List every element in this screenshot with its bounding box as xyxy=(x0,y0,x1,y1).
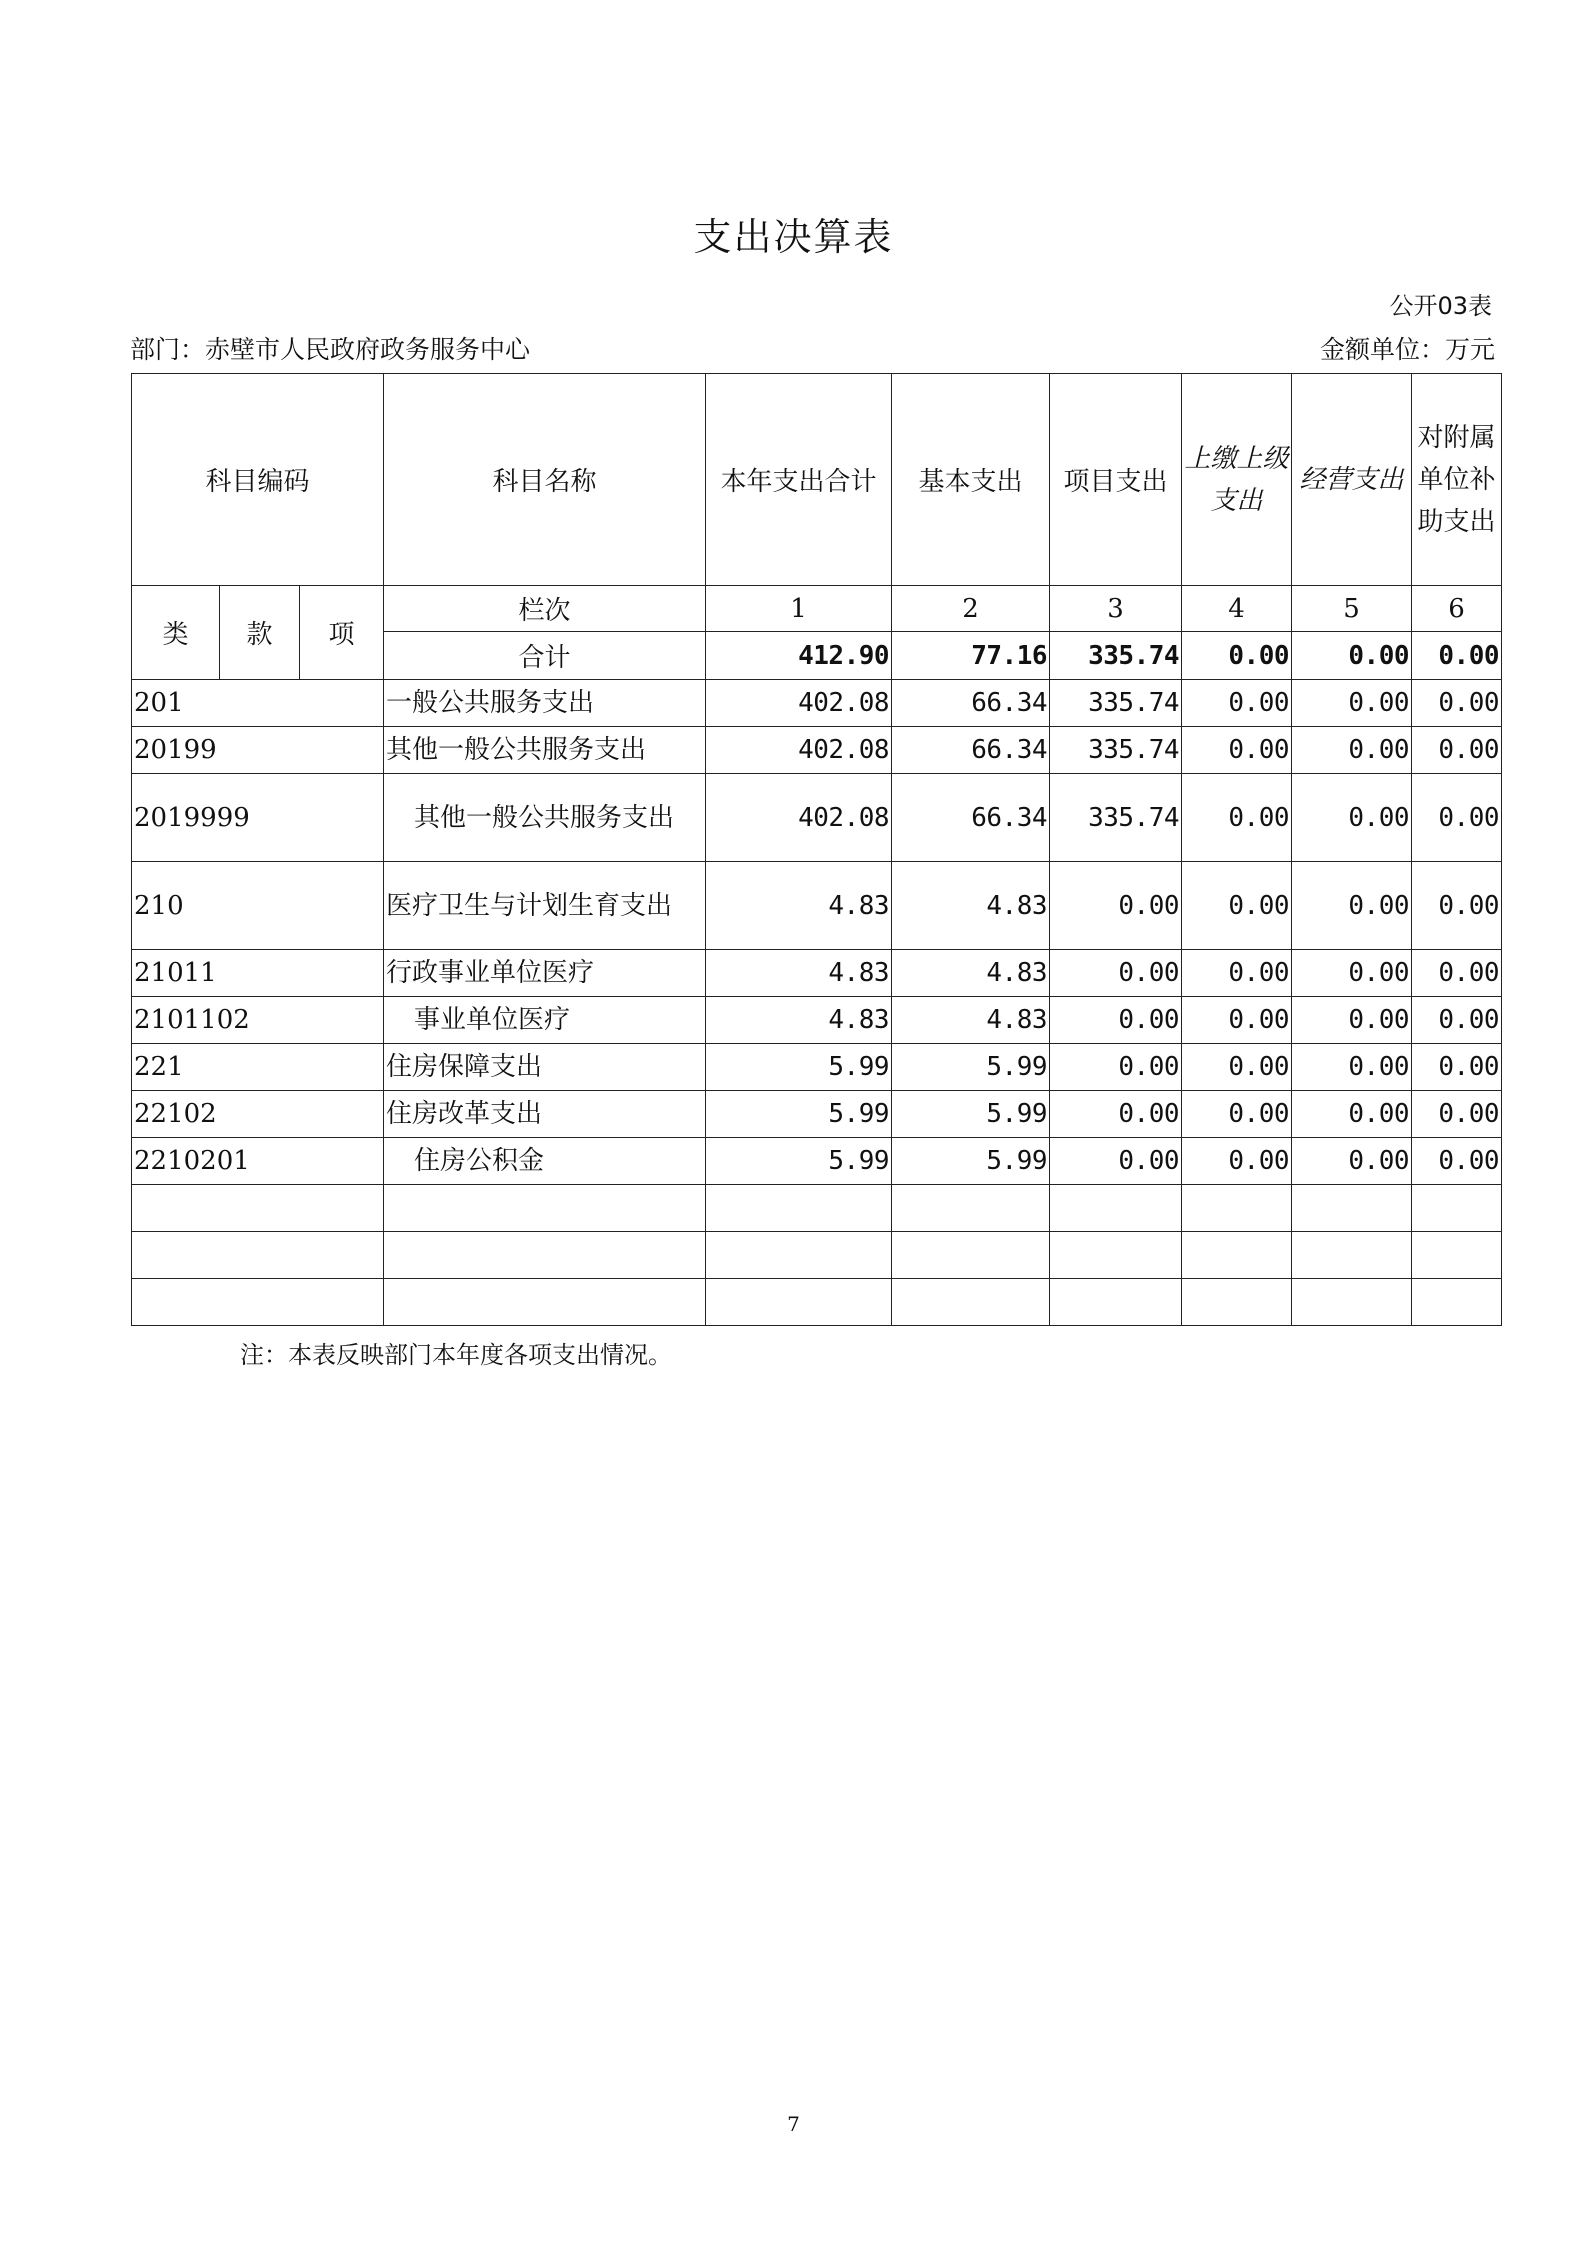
value-cell: 4.83 xyxy=(892,950,1050,997)
value-cell: 4.83 xyxy=(706,950,892,997)
value-cell: 0.00 xyxy=(1182,727,1292,774)
empty-cell xyxy=(892,1185,1050,1232)
total-value: 335.74 xyxy=(1050,632,1182,680)
department-label: 部门：赤壁市人民政府政务服务中心 xyxy=(130,335,531,364)
empty-cell xyxy=(1412,1232,1502,1279)
empty-cell xyxy=(132,1279,384,1326)
form-number: 公开03表 xyxy=(1389,292,1492,320)
value-cell: 0.00 xyxy=(1412,997,1502,1044)
total-value: 0.00 xyxy=(1292,632,1412,680)
value-cell: 0.00 xyxy=(1050,997,1182,1044)
table-row xyxy=(132,1138,1502,1185)
header-business: 经营支出 xyxy=(1292,374,1412,586)
subject-name: 住房保障支出 xyxy=(384,1044,706,1091)
empty-cell xyxy=(706,1232,892,1279)
table-row xyxy=(132,997,1502,1044)
value-cell: 0.00 xyxy=(1182,862,1292,950)
subject-code: 2019999 xyxy=(132,774,384,862)
header-total: 本年支出合计 xyxy=(706,374,892,586)
empty-cell xyxy=(384,1279,706,1326)
header-xiang: 项 xyxy=(300,586,384,680)
empty-cell xyxy=(384,1232,706,1279)
value-cell: 5.99 xyxy=(706,1091,892,1138)
amount-unit-label: 金额单位：万元 xyxy=(1319,335,1495,364)
col-num: 2 xyxy=(892,586,1050,632)
table-row xyxy=(132,1044,1502,1091)
value-cell: 402.08 xyxy=(706,774,892,862)
value-cell: 402.08 xyxy=(706,727,892,774)
empty-cell xyxy=(1050,1279,1182,1326)
subject-name: 住房公积金 xyxy=(384,1138,706,1185)
subject-code: 22102 xyxy=(132,1091,384,1138)
empty-cell xyxy=(1050,1232,1182,1279)
col-num: 6 xyxy=(1412,586,1502,632)
empty-cell xyxy=(1182,1279,1292,1326)
empty-cell xyxy=(1182,1185,1292,1232)
value-cell: 0.00 xyxy=(1412,1044,1502,1091)
value-cell: 0.00 xyxy=(1412,1091,1502,1138)
total-value: 0.00 xyxy=(1182,632,1292,680)
value-cell: 66.34 xyxy=(892,774,1050,862)
header-upper: 上缴上级支出 xyxy=(1182,374,1292,586)
empty-cell xyxy=(384,1185,706,1232)
value-cell: 0.00 xyxy=(1182,950,1292,997)
value-cell: 335.74 xyxy=(1050,680,1182,727)
total-value: 412.90 xyxy=(706,632,892,680)
value-cell: 5.99 xyxy=(892,1044,1050,1091)
value-cell: 0.00 xyxy=(1292,1044,1412,1091)
value-cell: 0.00 xyxy=(1182,1091,1292,1138)
value-cell: 0.00 xyxy=(1292,680,1412,727)
header-row xyxy=(132,374,1502,586)
empty-cell xyxy=(1412,1279,1502,1326)
value-cell: 0.00 xyxy=(1050,1091,1182,1138)
value-cell: 0.00 xyxy=(1050,950,1182,997)
empty-row xyxy=(132,1279,1502,1326)
subject-name: 住房改革支出 xyxy=(384,1091,706,1138)
value-cell: 0.00 xyxy=(1292,727,1412,774)
col-num: 1 xyxy=(706,586,892,632)
value-cell: 0.00 xyxy=(1182,1138,1292,1185)
value-cell: 0.00 xyxy=(1292,1091,1412,1138)
value-cell: 0.00 xyxy=(1292,774,1412,862)
value-cell: 0.00 xyxy=(1292,997,1412,1044)
subject-code: 20199 xyxy=(132,727,384,774)
value-cell: 5.99 xyxy=(892,1138,1050,1185)
expenditure-table xyxy=(131,373,1502,1326)
empty-cell xyxy=(1050,1185,1182,1232)
subject-name: 行政事业单位医疗 xyxy=(384,950,706,997)
total-value: 77.16 xyxy=(892,632,1050,680)
value-cell: 4.83 xyxy=(706,997,892,1044)
value-cell: 0.00 xyxy=(1182,1044,1292,1091)
subject-name: 其他一般公共服务支出 xyxy=(384,774,706,862)
empty-cell xyxy=(132,1232,384,1279)
subject-code: 210 xyxy=(132,862,384,950)
subject-name: 其他一般公共服务支出 xyxy=(384,727,706,774)
value-cell: 0.00 xyxy=(1412,950,1502,997)
value-cell: 0.00 xyxy=(1412,1138,1502,1185)
col-num: 5 xyxy=(1292,586,1412,632)
page-title: 支出决算表 xyxy=(693,215,894,259)
subject-code: 2101102 xyxy=(132,997,384,1044)
empty-cell xyxy=(1182,1232,1292,1279)
subject-name: 事业单位医疗 xyxy=(384,997,706,1044)
subject-code: 201 xyxy=(132,680,384,727)
value-cell: 5.99 xyxy=(706,1138,892,1185)
header-lanci: 栏次 xyxy=(384,586,706,632)
value-cell: 0.00 xyxy=(1412,862,1502,950)
column-index-row xyxy=(132,586,1502,632)
empty-cell xyxy=(1412,1185,1502,1232)
value-cell: 0.00 xyxy=(1182,774,1292,862)
col-num: 4 xyxy=(1182,586,1292,632)
value-cell: 0.00 xyxy=(1412,774,1502,862)
subject-code: 221 xyxy=(132,1044,384,1091)
value-cell: 0.00 xyxy=(1182,997,1292,1044)
value-cell: 0.00 xyxy=(1050,1138,1182,1185)
subject-name: 一般公共服务支出 xyxy=(384,680,706,727)
value-cell: 0.00 xyxy=(1182,680,1292,727)
subject-name: 医疗卫生与计划生育支出 xyxy=(384,862,706,950)
total-label: 合计 xyxy=(384,632,706,680)
empty-cell xyxy=(706,1185,892,1232)
value-cell: 0.00 xyxy=(1292,950,1412,997)
table-row xyxy=(132,1091,1502,1138)
value-cell: 335.74 xyxy=(1050,774,1182,862)
value-cell: 402.08 xyxy=(706,680,892,727)
table-row xyxy=(132,862,1502,950)
empty-cell xyxy=(1292,1232,1412,1279)
value-cell: 0.00 xyxy=(1050,1044,1182,1091)
header-lei: 类 xyxy=(132,586,220,680)
table-row xyxy=(132,950,1502,997)
value-cell: 4.83 xyxy=(892,862,1050,950)
empty-cell xyxy=(1292,1279,1412,1326)
empty-cell xyxy=(892,1279,1050,1326)
header-project: 项目支出 xyxy=(1050,374,1182,586)
subject-code: 2210201 xyxy=(132,1138,384,1185)
value-cell: 66.34 xyxy=(892,680,1050,727)
empty-row xyxy=(132,1232,1502,1279)
table-row xyxy=(132,680,1502,727)
subject-code: 21011 xyxy=(132,950,384,997)
col-num: 3 xyxy=(1050,586,1182,632)
value-cell: 335.74 xyxy=(1050,727,1182,774)
table-row xyxy=(132,774,1502,862)
value-cell: 0.00 xyxy=(1292,862,1412,950)
total-value: 0.00 xyxy=(1412,632,1502,680)
header-name: 科目名称 xyxy=(384,374,706,586)
value-cell: 0.00 xyxy=(1292,1138,1412,1185)
empty-cell xyxy=(892,1232,1050,1279)
header-subsidy: 对附属单位补助支出 xyxy=(1412,374,1502,586)
value-cell: 5.99 xyxy=(706,1044,892,1091)
header-kuan: 款 xyxy=(220,586,300,680)
empty-cell xyxy=(1292,1185,1412,1232)
header-code: 科目编码 xyxy=(132,374,384,586)
value-cell: 4.83 xyxy=(706,862,892,950)
header-basic: 基本支出 xyxy=(892,374,1050,586)
table-row xyxy=(132,727,1502,774)
value-cell: 0.00 xyxy=(1412,680,1502,727)
value-cell: 4.83 xyxy=(892,997,1050,1044)
value-cell: 0.00 xyxy=(1050,862,1182,950)
value-cell: 0.00 xyxy=(1412,727,1502,774)
value-cell: 5.99 xyxy=(892,1091,1050,1138)
table-note: 注：本表反映部门本年度各项支出情况。 xyxy=(240,1341,672,1369)
value-cell: 66.34 xyxy=(892,727,1050,774)
page-number: 7 xyxy=(787,2112,800,2136)
empty-row xyxy=(132,1185,1502,1232)
empty-cell xyxy=(132,1185,384,1232)
empty-cell xyxy=(706,1279,892,1326)
